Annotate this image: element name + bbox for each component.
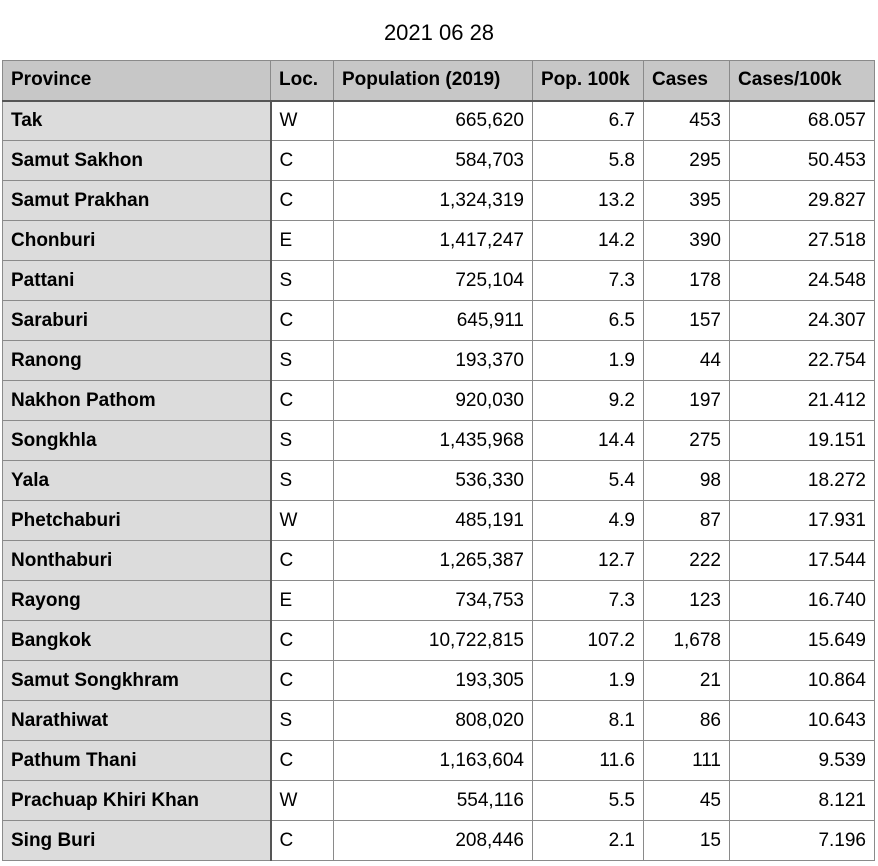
header-location: Loc.	[271, 61, 334, 101]
header-province: Province	[3, 61, 271, 101]
population-cell: 1,435,968	[334, 421, 533, 461]
province-cell: Pattani	[3, 261, 271, 301]
table-body	[3, 101, 875, 861]
table-row	[3, 341, 875, 381]
cases-cell: 87	[644, 501, 730, 541]
location-cell: C	[271, 181, 334, 221]
cases-cell: 86	[644, 701, 730, 741]
province-cell: Yala	[3, 461, 271, 501]
cases-per-100k-cell: 24.548	[730, 261, 875, 301]
pop-100k-cell: 6.5	[533, 301, 644, 341]
cases-per-100k-cell: 22.754	[730, 341, 875, 381]
header-row	[3, 61, 875, 101]
cases-cell: 1,678	[644, 621, 730, 661]
location-cell: S	[271, 341, 334, 381]
table-row	[3, 301, 875, 341]
location-cell: C	[271, 141, 334, 181]
cases-cell: 123	[644, 581, 730, 621]
pop-100k-cell: 11.6	[533, 741, 644, 781]
table-row	[3, 741, 875, 781]
table-row	[3, 501, 875, 541]
table-row	[3, 141, 875, 181]
pop-100k-cell: 7.3	[533, 261, 644, 301]
population-cell: 10,722,815	[334, 621, 533, 661]
cases-per-100k-cell: 8.121	[730, 781, 875, 821]
table-row	[3, 421, 875, 461]
cases-per-100k-cell: 17.931	[730, 501, 875, 541]
population-cell: 584,703	[334, 141, 533, 181]
province-cell: Nakhon Pathom	[3, 381, 271, 421]
location-cell: C	[271, 301, 334, 341]
province-cell: Rayong	[3, 581, 271, 621]
province-cell: Bangkok	[3, 621, 271, 661]
population-cell: 665,620	[334, 101, 533, 141]
pop-100k-cell: 9.2	[533, 381, 644, 421]
header-cases-per-100k: Cases/100k	[730, 61, 875, 101]
cases-per-100k-cell: 10.864	[730, 661, 875, 701]
pop-100k-cell: 5.4	[533, 461, 644, 501]
population-cell: 725,104	[334, 261, 533, 301]
cases-per-100k-cell: 27.518	[730, 221, 875, 261]
cases-per-100k-cell: 18.272	[730, 461, 875, 501]
table-row	[3, 541, 875, 581]
pop-100k-cell: 14.4	[533, 421, 644, 461]
header-population: Population (2019)	[334, 61, 533, 101]
table-row	[3, 661, 875, 701]
location-cell: S	[271, 461, 334, 501]
header-cases: Cases	[644, 61, 730, 101]
cases-cell: 295	[644, 141, 730, 181]
province-cell: Saraburi	[3, 301, 271, 341]
pop-100k-cell: 1.9	[533, 341, 644, 381]
location-cell: S	[271, 421, 334, 461]
location-cell: C	[271, 621, 334, 661]
population-cell: 1,324,319	[334, 181, 533, 221]
location-cell: C	[271, 381, 334, 421]
location-cell: E	[271, 581, 334, 621]
location-cell: S	[271, 701, 334, 741]
pop-100k-cell: 5.8	[533, 141, 644, 181]
cases-cell: 222	[644, 541, 730, 581]
cases-cell: 275	[644, 421, 730, 461]
location-cell: C	[271, 661, 334, 701]
cases-per-100k-cell: 24.307	[730, 301, 875, 341]
province-cell: Nonthaburi	[3, 541, 271, 581]
population-cell: 536,330	[334, 461, 533, 501]
province-cell: Songkhla	[3, 421, 271, 461]
pop-100k-cell: 6.7	[533, 101, 644, 141]
province-cell: Prachuap Khiri Khan	[3, 781, 271, 821]
table-row	[3, 381, 875, 421]
cases-cell: 157	[644, 301, 730, 341]
population-cell: 1,417,247	[334, 221, 533, 261]
pop-100k-cell: 107.2	[533, 621, 644, 661]
province-cell: Tak	[3, 101, 271, 141]
province-cell: Pathum Thani	[3, 741, 271, 781]
location-cell: C	[271, 741, 334, 781]
province-cell: Ranong	[3, 341, 271, 381]
location-cell: W	[271, 781, 334, 821]
population-cell: 645,911	[334, 301, 533, 341]
cases-per-100k-cell: 9.539	[730, 741, 875, 781]
pop-100k-cell: 7.3	[533, 581, 644, 621]
cases-per-100k-cell: 17.544	[730, 541, 875, 581]
population-cell: 208,446	[334, 821, 533, 861]
table-title: 2021 06 28	[383, 20, 495, 45]
location-cell: W	[271, 501, 334, 541]
province-cell: Samut Sakhon	[3, 141, 271, 181]
table-row	[3, 461, 875, 501]
population-cell: 193,305	[334, 661, 533, 701]
cases-cell: 197	[644, 381, 730, 421]
cases-cell: 21	[644, 661, 730, 701]
population-cell: 1,163,604	[334, 741, 533, 781]
cases-per-100k-cell: 19.151	[730, 421, 875, 461]
location-cell: C	[271, 821, 334, 861]
province-cell: Narathiwat	[3, 701, 271, 741]
table-row	[3, 181, 875, 221]
cases-per-100k-cell: 21.412	[730, 381, 875, 421]
pop-100k-cell: 14.2	[533, 221, 644, 261]
province-cases-table	[2, 60, 875, 861]
cases-cell: 453	[644, 101, 730, 141]
table-row	[3, 821, 875, 861]
table-row	[3, 701, 875, 741]
cases-cell: 98	[644, 461, 730, 501]
table-row	[3, 581, 875, 621]
pop-100k-cell: 1.9	[533, 661, 644, 701]
population-cell: 1,265,387	[334, 541, 533, 581]
cases-per-100k-cell: 15.649	[730, 621, 875, 661]
population-cell: 193,370	[334, 341, 533, 381]
cases-cell: 45	[644, 781, 730, 821]
population-cell: 734,753	[334, 581, 533, 621]
table-row	[3, 101, 875, 141]
location-cell: W	[271, 101, 334, 141]
cases-cell: 178	[644, 261, 730, 301]
cases-per-100k-cell: 10.643	[730, 701, 875, 741]
cases-cell: 395	[644, 181, 730, 221]
cases-per-100k-cell: 50.453	[730, 141, 875, 181]
table-row	[3, 781, 875, 821]
pop-100k-cell: 13.2	[533, 181, 644, 221]
province-cell: Samut Prakhan	[3, 181, 271, 221]
table-row	[3, 261, 875, 301]
pop-100k-cell: 5.5	[533, 781, 644, 821]
province-cell: Phetchaburi	[3, 501, 271, 541]
province-cell: Sing Buri	[3, 821, 271, 861]
cases-cell: 15	[644, 821, 730, 861]
cases-cell: 44	[644, 341, 730, 381]
province-cell: Samut Songkhram	[3, 661, 271, 701]
population-cell: 554,116	[334, 781, 533, 821]
location-cell: C	[271, 541, 334, 581]
cases-per-100k-cell: 16.740	[730, 581, 875, 621]
population-cell: 920,030	[334, 381, 533, 421]
table-row	[3, 221, 875, 261]
pop-100k-cell: 2.1	[533, 821, 644, 861]
cases-per-100k-cell: 68.057	[730, 101, 875, 141]
location-cell: E	[271, 221, 334, 261]
cases-cell: 111	[644, 741, 730, 781]
population-cell: 808,020	[334, 701, 533, 741]
pop-100k-cell: 8.1	[533, 701, 644, 741]
cases-per-100k-cell: 29.827	[730, 181, 875, 221]
province-cell: Chonburi	[3, 221, 271, 261]
population-cell: 485,191	[334, 501, 533, 541]
location-cell: S	[271, 261, 334, 301]
pop-100k-cell: 4.9	[533, 501, 644, 541]
table-row	[3, 621, 875, 661]
header-pop-100k: Pop. 100k	[533, 61, 644, 101]
pop-100k-cell: 12.7	[533, 541, 644, 581]
cases-cell: 390	[644, 221, 730, 261]
cases-per-100k-cell: 7.196	[730, 821, 875, 861]
